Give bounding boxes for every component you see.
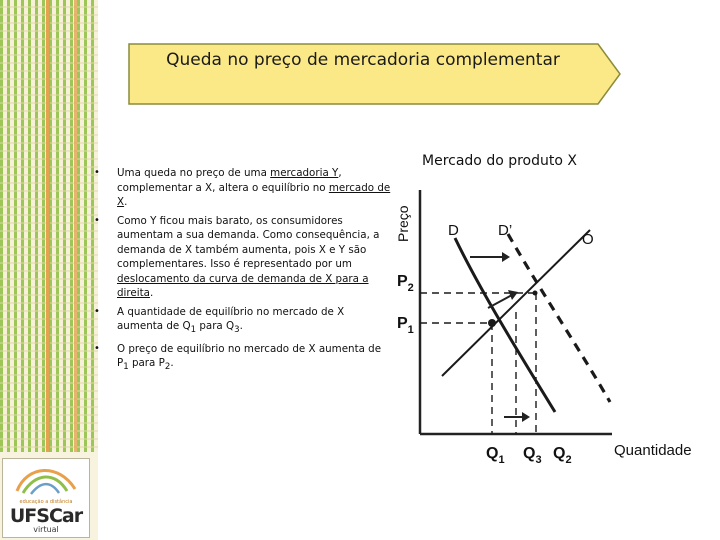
bullet-list: [94, 166, 392, 379]
ufscar-logo: [2, 458, 90, 538]
bullet-dot-icon: •: [94, 167, 100, 178]
bullet-item-3: • A quantidade de equilíbrio no mercado de X aumenta de $Q_1$ para $Q_3$.: [94, 305, 345, 336]
sidebar-stripes: [0, 0, 98, 452]
graph-title: Mercado do produto X: [422, 153, 577, 169]
equilibrium-point-2: [533, 291, 538, 296]
shift-arrow-top-icon: [470, 252, 510, 262]
y-axis-label: Preço: [395, 205, 411, 242]
equilibrium-point-1: [488, 319, 496, 327]
p1-label: $P_1$: [397, 315, 414, 336]
bullet-item-2: • Como Y ficou mais barato, os consumidores aumentam a sua demanda. Como consequência, a demanda de X também aumenta, pois X e Y são complementares. Isso é representado por um deslocamento da curva de demanda de X para a direita.: [94, 214, 380, 299]
demand-curve: [455, 238, 555, 412]
bullet-dot-icon: •: [94, 214, 100, 226]
bullet-dot-icon: •: [94, 342, 100, 354]
p2-label: $P_2$: [397, 273, 414, 294]
demand-shifted-label: D’: [498, 222, 513, 239]
logo-subtitle: educação a distância: [19, 499, 73, 505]
x-axis-label: Quantidade: [614, 442, 692, 459]
q1-label: $Q_1$: [486, 445, 505, 466]
logo-wordmark: UFSCar: [9, 505, 83, 527]
market-graph: [380, 140, 720, 540]
bullet-dot-icon: •: [94, 305, 100, 317]
bullet-item-4: • O preço de equilíbrio no mercado de X aumenta de $P_1$ para $P_2$.: [94, 342, 382, 373]
demand-label: D: [448, 222, 459, 239]
slide-title: Queda no preço de mercadoria complementar: [166, 50, 560, 70]
bullet-item-1: • Uma queda no preço de uma mercadoria Y, complementar a X, altera o equilíbrio no mercado de X.: [94, 167, 391, 208]
logo-tagline: virtual: [33, 525, 59, 534]
shift-arrow-bottom-icon: [504, 412, 530, 422]
decorative-sidebar: [0, 0, 98, 540]
supply-label: O: [582, 231, 594, 248]
q2-label: $Q_2$: [553, 445, 572, 466]
q3-label: $Q_3$: [523, 445, 542, 466]
logo-swirl-icon: [3, 459, 89, 499]
